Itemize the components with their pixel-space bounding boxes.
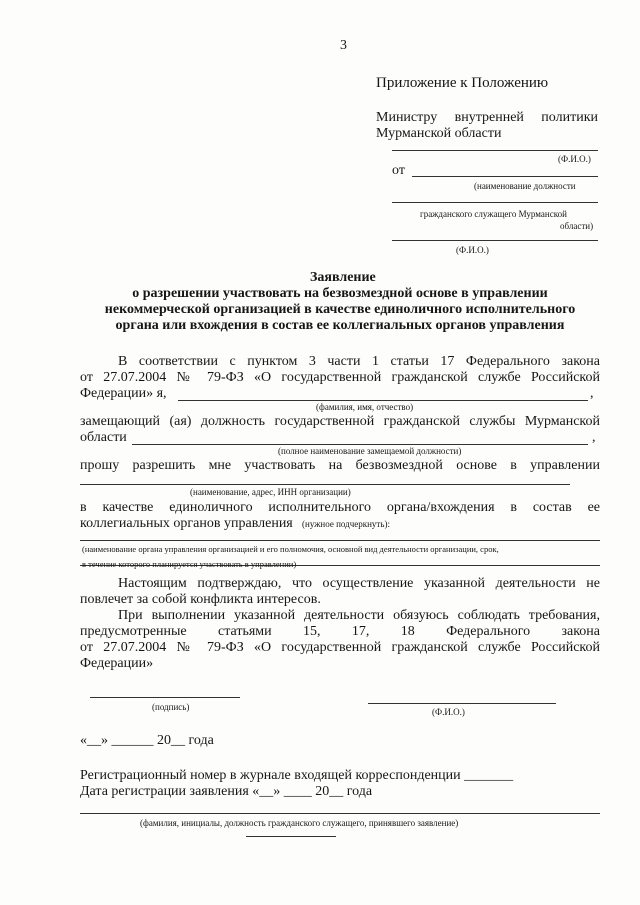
from-label: от <box>392 163 405 178</box>
fio-line-1 <box>392 150 598 151</box>
p6-line-4: Федерации» <box>80 656 154 671</box>
addressee-line-1: Министру внутренней политики <box>376 110 598 125</box>
fio-label-2: (Ф.И.О.) <box>456 245 489 255</box>
registration-date: Дата регистрации заявления «__» ____ 20__ года <box>80 784 373 799</box>
p5-line-2: повлечет за собой конфликта интересов. <box>80 592 321 607</box>
receiver-label: (фамилия, инициалы, должность гражданского служащего, принявшего заявление) <box>140 818 459 828</box>
fio-signature-line <box>368 703 556 704</box>
registration-number: Регистрационный номер в журнале входящей корреспонденции _______ <box>80 768 514 783</box>
p1-line-1: В соответствии с пунктом 3 части 1 статьи 17 Федерального закона <box>118 354 600 369</box>
position-line <box>412 176 598 177</box>
p1-line-3: Федерации» я, <box>80 386 167 401</box>
underline-hint: (нужное подчеркнуть): <box>302 519 390 529</box>
fio-input-line <box>178 400 588 401</box>
servant-label-2: области) <box>560 221 594 231</box>
p6-line-3: от 27.07.2004 № 79-ФЗ «О государственной гражданской службе Российской <box>80 640 600 655</box>
position-label: (наименование должности <box>474 181 576 191</box>
p2-line-1: замещающий (ая) должность государственной гражданской службы Мурманской <box>80 414 600 429</box>
p6-line-1: При выполнении указанной деятельности обязуюсь соблюдать требования, <box>118 608 600 623</box>
fio-signature-label: (Ф.И.О.) <box>432 707 465 717</box>
fio-label-1: (Ф.И.О.) <box>558 154 591 164</box>
date-line: «__» ______ 20__ года <box>80 733 214 748</box>
p5-line-1: Настоящим подтверждаю, что осуществление указанной деятельности не <box>118 576 600 591</box>
document-title: Заявление <box>310 270 376 285</box>
body-hint-2: в течение которого планируется участвовать в управлении) <box>82 559 297 569</box>
fio-hint: (фамилия, имя, отчество) <box>316 402 414 412</box>
p4-line-2: коллегиальных органов управления <box>80 516 293 531</box>
body-hint-1: (наименование органа управления организацией и его полномочия, основной вид деятельности организации, срок, <box>82 544 499 554</box>
title-line-3: органа или вхождения в состав ее коллегиальных органов управления <box>115 318 565 333</box>
body-input-line-1 <box>80 540 600 541</box>
addressee-line-2: Мурманской области <box>376 126 502 141</box>
title-line-1: о разрешении участвовать на безвозмездной основе в управлении <box>132 286 548 301</box>
comma-2: , <box>592 430 596 445</box>
fio-line-2 <box>392 240 598 241</box>
position-input-line <box>132 444 588 445</box>
signature-line <box>90 697 240 698</box>
org-hint: (наименование, адрес, ИНН организации) <box>190 487 351 497</box>
signature-label: (подпись) <box>152 702 190 712</box>
p3-line-1: прошу разрешить мне участвовать на безвозмездной основе в управлении <box>80 458 600 473</box>
page-number: 3 <box>340 38 347 53</box>
comma-1: , <box>590 386 594 401</box>
org-input-line <box>80 484 570 485</box>
receiver-short-line <box>246 836 336 837</box>
receiver-line <box>80 813 600 814</box>
p1-line-2: от 27.07.2004 № 79-ФЗ «О государственной гражданской службе Российской <box>80 370 600 385</box>
position-line-2 <box>392 202 598 203</box>
position-hint: (полное наименование замещаемой должности) <box>278 446 462 456</box>
servant-label-1: гражданского служащего Мурманской <box>420 209 567 219</box>
p2-line-2: области <box>80 430 127 445</box>
p4-line-1: в качестве единоличного исполнительного органа/вхождения в состав ее <box>80 500 600 515</box>
title-line-2: некоммерческой организацией в качестве единоличного исполнительного <box>104 302 576 317</box>
appendix-label: Приложение к Положению <box>376 75 549 91</box>
p6-line-2: предусмотренные статьями 15, 17, 18 Федерального закона <box>80 624 600 639</box>
